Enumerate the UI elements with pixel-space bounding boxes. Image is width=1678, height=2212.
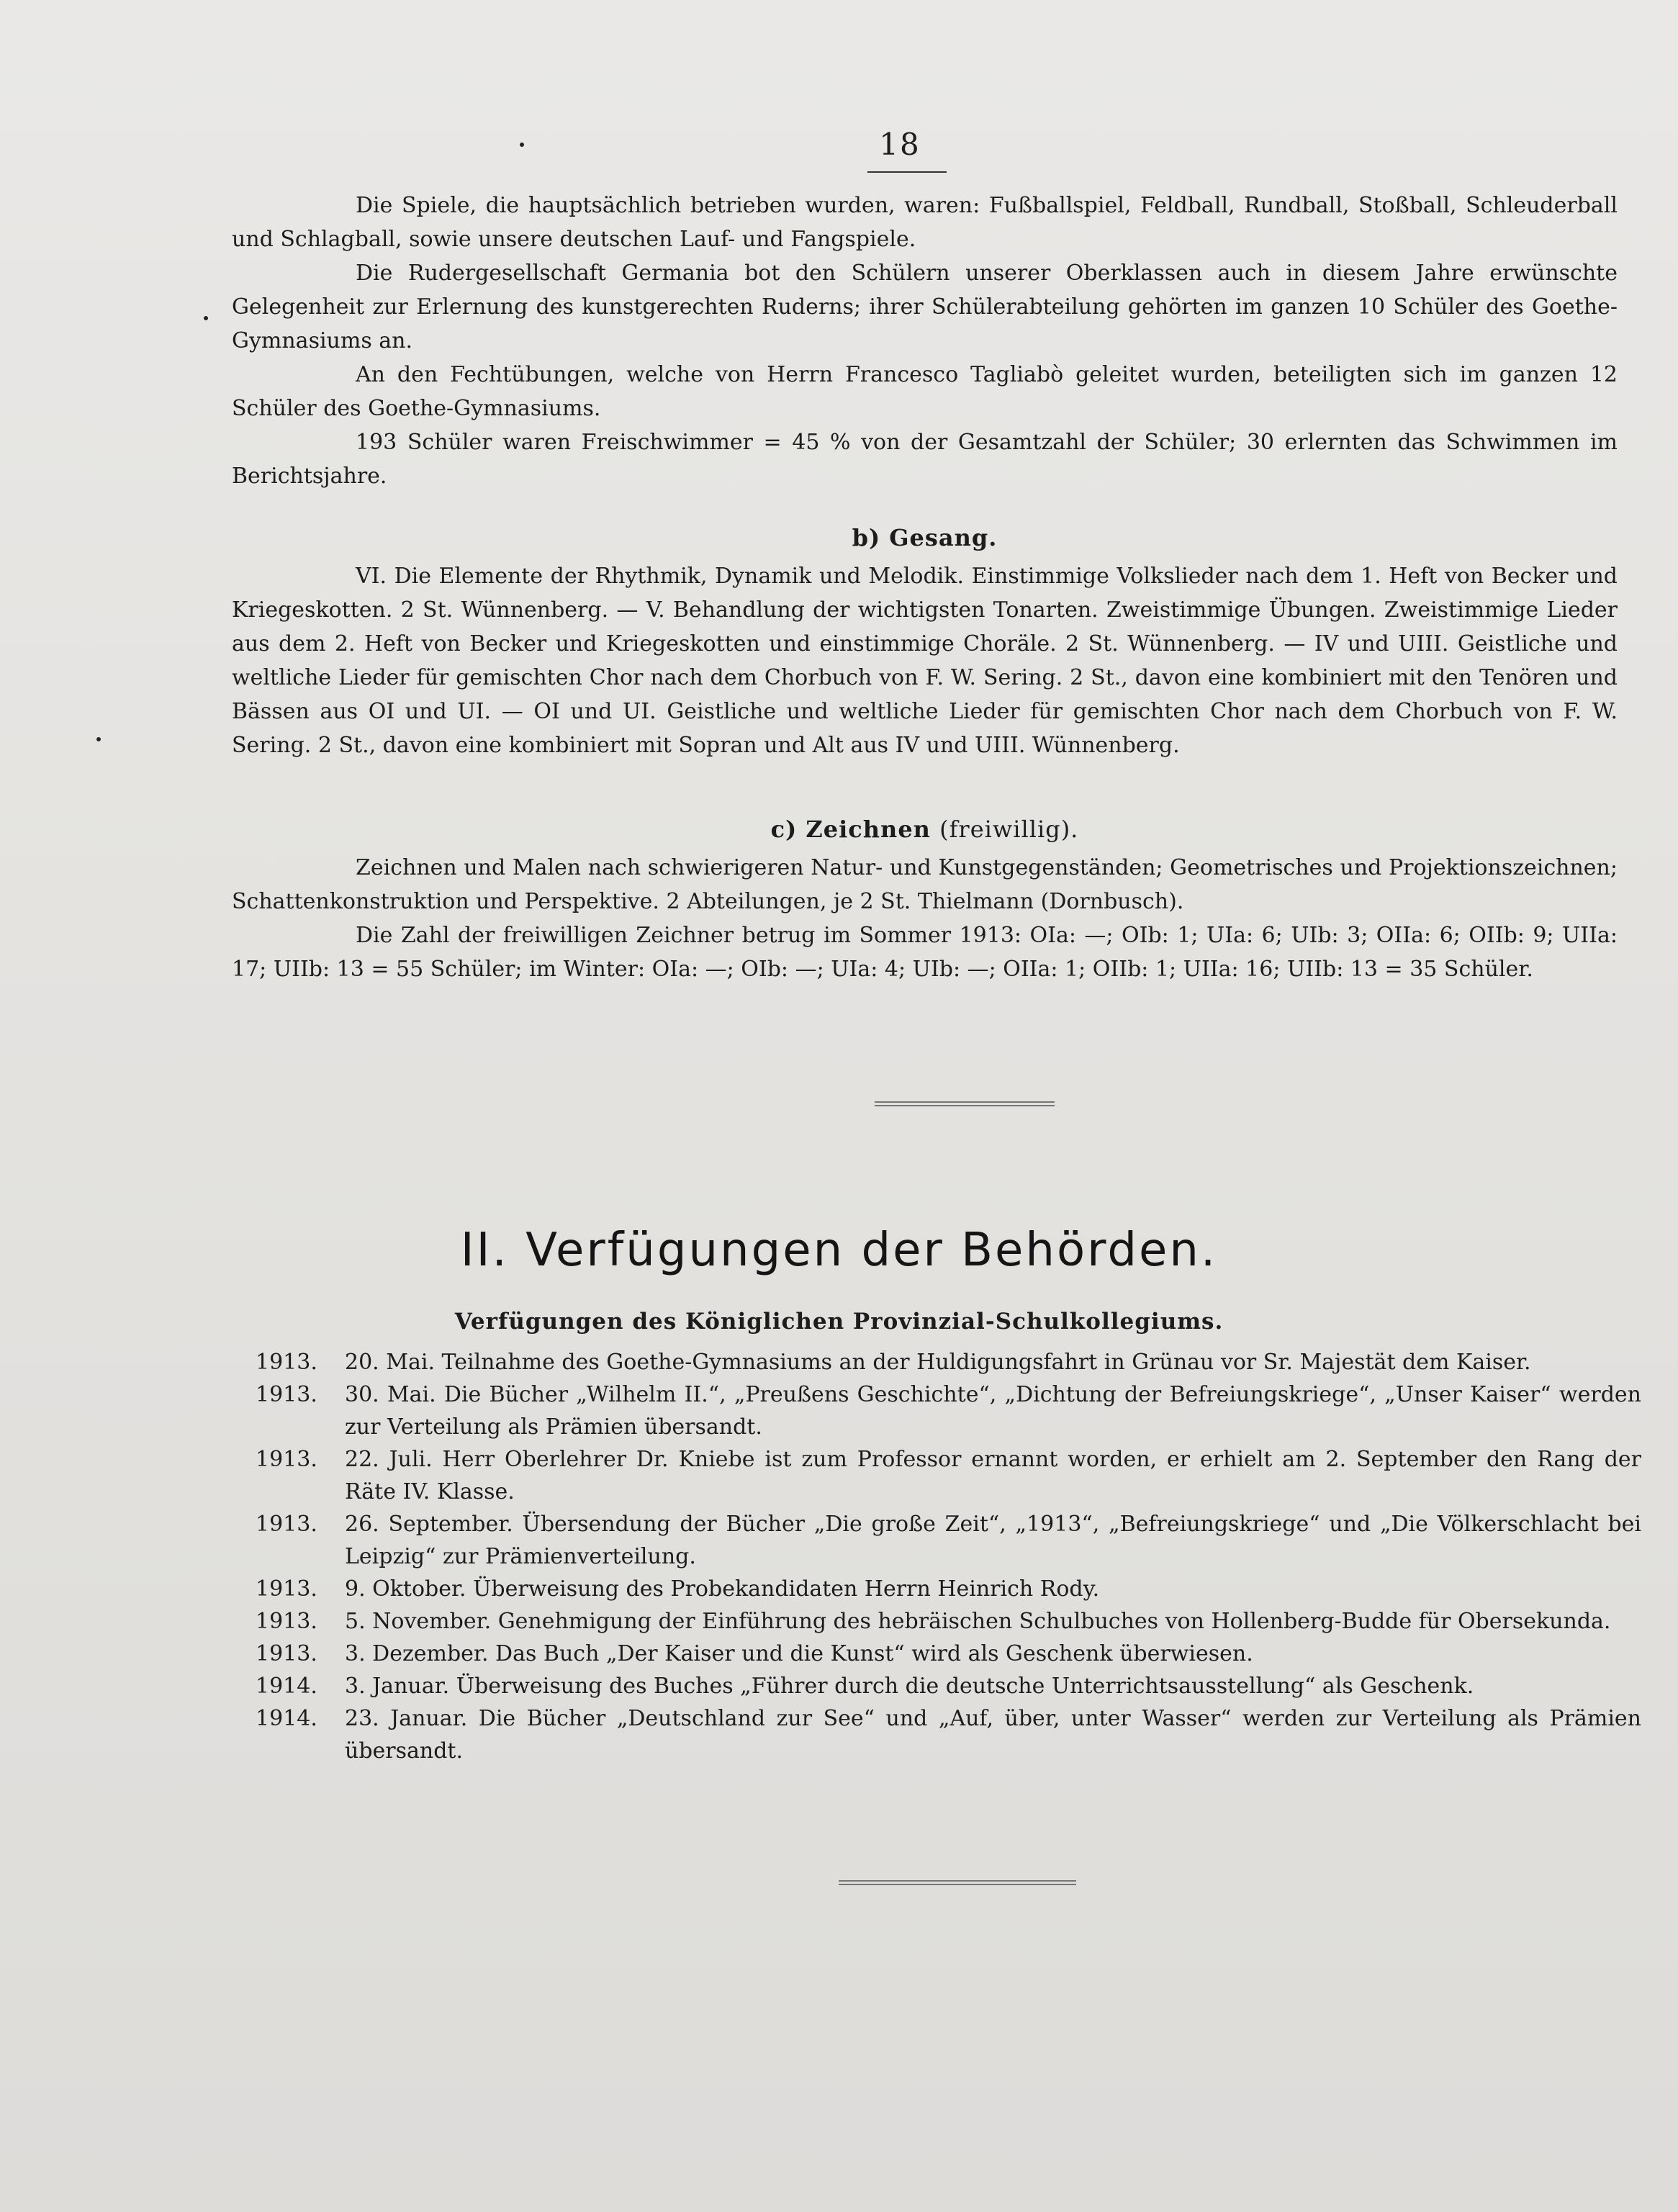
entry-year: 1913. xyxy=(256,1382,317,1407)
swimming-paragraph: 193 Schüler waren Freischwimmer = 45 % von der Gesamtzahl der Schüler; 30 erlernten das Schwimmen im Berichtsjahre. xyxy=(232,430,1618,489)
entry-year: 1914. xyxy=(256,1706,317,1731)
entry-year: 1913. xyxy=(256,1447,317,1472)
decree-list xyxy=(256,1346,1641,1767)
rowing-paragraph: Die Rudergesellschaft Germania bot den Schülern unserer Oberklassen auch in diesem Jahre erwünschte Gelegenheit zur Erlernung des kunstgerechten Ruderns; ihrer Schülerabteilung gehörten im ganzen 10 Schüler des Goethe-Gymnasiums an. xyxy=(232,261,1618,353)
page-number-rule xyxy=(867,171,947,173)
fencing-paragraph: An den Fechtübungen, welche von Herrn Francesco Tagliabò geleitet wurden, beteiligten sich im ganzen 12 Schüler des Goethe-Gymnasiums. xyxy=(232,362,1618,421)
list-item xyxy=(256,1443,1641,1508)
drawing-section xyxy=(232,810,1618,986)
entry-text: 3. Dezember. Das Buch „Der Kaiser und die Kunst“ wird als Geschenk überwiesen. xyxy=(345,1641,1253,1666)
print-speck xyxy=(520,143,524,147)
drawing-heading xyxy=(232,813,1618,847)
entry-text: 30. Mai. Die Bücher „Wilhelm II.“, „Preußens Geschichte“, „Dichtung der Befreiungskriege“, „Unser Kaiser“ werden zur Verteilung als Prämien übersandt. xyxy=(345,1382,1641,1440)
entry-year: 1913. xyxy=(256,1609,317,1634)
drawing-paragraph: Zeichnen und Malen nach schwierigeren Natur- und Kunstgegenständen; Geometrisches und Projektionszeichnen; Schattenkonstruktion und Perspektive. 2 Abteilungen, je 2 St. Thielmann (Dornbusch). xyxy=(232,855,1618,914)
list-item xyxy=(256,1702,1641,1767)
entry-year: 1913. xyxy=(256,1576,317,1602)
list-item xyxy=(256,1508,1641,1573)
entry-year: 1913. xyxy=(256,1641,317,1666)
entry-year: 1914. xyxy=(256,1674,317,1699)
sports-section xyxy=(232,189,1618,493)
drawing-heading-label: c) Zeichnen xyxy=(770,816,931,843)
list-item xyxy=(256,1670,1641,1702)
entry-text: 5. November. Genehmigung der Einführung des hebräischen Schulbuches von Hollenberg-Budde für Obersekunda. xyxy=(345,1609,1611,1634)
entry-text: 22. Juli. Herr Oberlehrer Dr. Kniebe ist zum Professor ernannt worden, er erhielt am 2. September den Rang der Räte IV. Klasse. xyxy=(345,1447,1641,1504)
entry-text: 3. Januar. Überweisung des Buches „Führer durch die deutsche Unterrichtsausstellung“ als Geschenk. xyxy=(345,1674,1474,1699)
page-number: 18 xyxy=(879,127,921,162)
singing-heading xyxy=(232,521,1618,555)
entry-year: 1913. xyxy=(256,1350,317,1375)
singing-paragraph: VI. Die Elemente der Rhythmik, Dynamik und Melodik. Einstimmige Volkslieder nach dem 1. Heft von Becker und Kriegeskotten. 2 St. Wünnenberg. — V. Behandlung der wichtigsten Tonarten. Zweistimmige Übungen. Zweistimmige Lieder aus dem 2. Heft von Becker und Kriegeskotten und einstimmige Choräle. 2 St. Wünnenberg. — IV und UIII. Geistliche und weltliche Lieder für gemischten Chor nach dem Chorbuch von F. W. Sering. 2 St., davon eine kombiniert mit den Tenören und Bässen aus OI und UI. — OI und UI. Geistliche und weltliche Lieder für gemischten Chor nach dem Chorbuch von F. W. Sering. 2 St., davon eine kombiniert mit Sopran und Alt aus IV und UIII. Wünnenberg. xyxy=(232,564,1618,758)
list-item xyxy=(256,1605,1641,1638)
games-paragraph: Die Spiele, die hauptsächlich betrieben wurden, waren: Fußballspiel, Feldball, Rundball, Stoßball, Schleuderball und Schlagball, sowie unsere deutschen Lauf- und Fangspiele. xyxy=(232,193,1618,252)
entry-year: 1913. xyxy=(256,1512,317,1537)
singing-section xyxy=(232,518,1618,762)
singing-heading-label: b) Gesang. xyxy=(852,524,998,551)
drawing-heading-note: (freiwillig). xyxy=(939,816,1079,843)
print-speck xyxy=(96,737,101,741)
list-item xyxy=(256,1378,1641,1443)
section-divider xyxy=(875,1101,1055,1106)
entry-text: 26. September. Übersendung der Bücher „Die große Zeit“, „1913“, „Befreiungskriege“ und „Die Völkerschlacht bei Leipzig“ zur Prämienverteilung. xyxy=(345,1512,1641,1569)
entry-text: 20. Mai. Teilnahme des Goethe-Gymnasiums an der Huldigungsfahrt in Grünau vor Sr. Majestät dem Kaiser. xyxy=(345,1350,1531,1375)
authority-heading: Verfügungen des Königlichen Provinzial-Schulkollegiums. xyxy=(454,1309,1224,1335)
list-item xyxy=(256,1573,1641,1605)
print-speck xyxy=(204,316,208,320)
list-item xyxy=(256,1638,1641,1670)
list-item xyxy=(256,1346,1641,1378)
drawing-count-paragraph: Die Zahl der freiwilligen Zeichner betrug im Sommer 1913: OIa: —; OIb: 1; UIa: 6; UIb: 3; OIIa: 6; OIIb: 9; UIIa: 17; UIIb: 13 = 55 Schüler; im Winter: OIa: —; OIb: —; UIa: 4; UIb: —; OIIa: 1; OIIb: 1; UIIa: 16; UIIb: 13 = 35 Schüler. xyxy=(232,923,1618,982)
section-title: II. Verfügungen der Behörden. xyxy=(460,1224,1218,1277)
end-divider xyxy=(839,1880,1076,1885)
entry-text: 23. Januar. Die Bücher „Deutschland zur See“ und „Auf, über, unter Wasser“ werden zur Verteilung als Prämien übersandt. xyxy=(345,1706,1641,1764)
entry-text: 9. Oktober. Überweisung des Probekandidaten Herrn Heinrich Rody. xyxy=(345,1576,1100,1602)
